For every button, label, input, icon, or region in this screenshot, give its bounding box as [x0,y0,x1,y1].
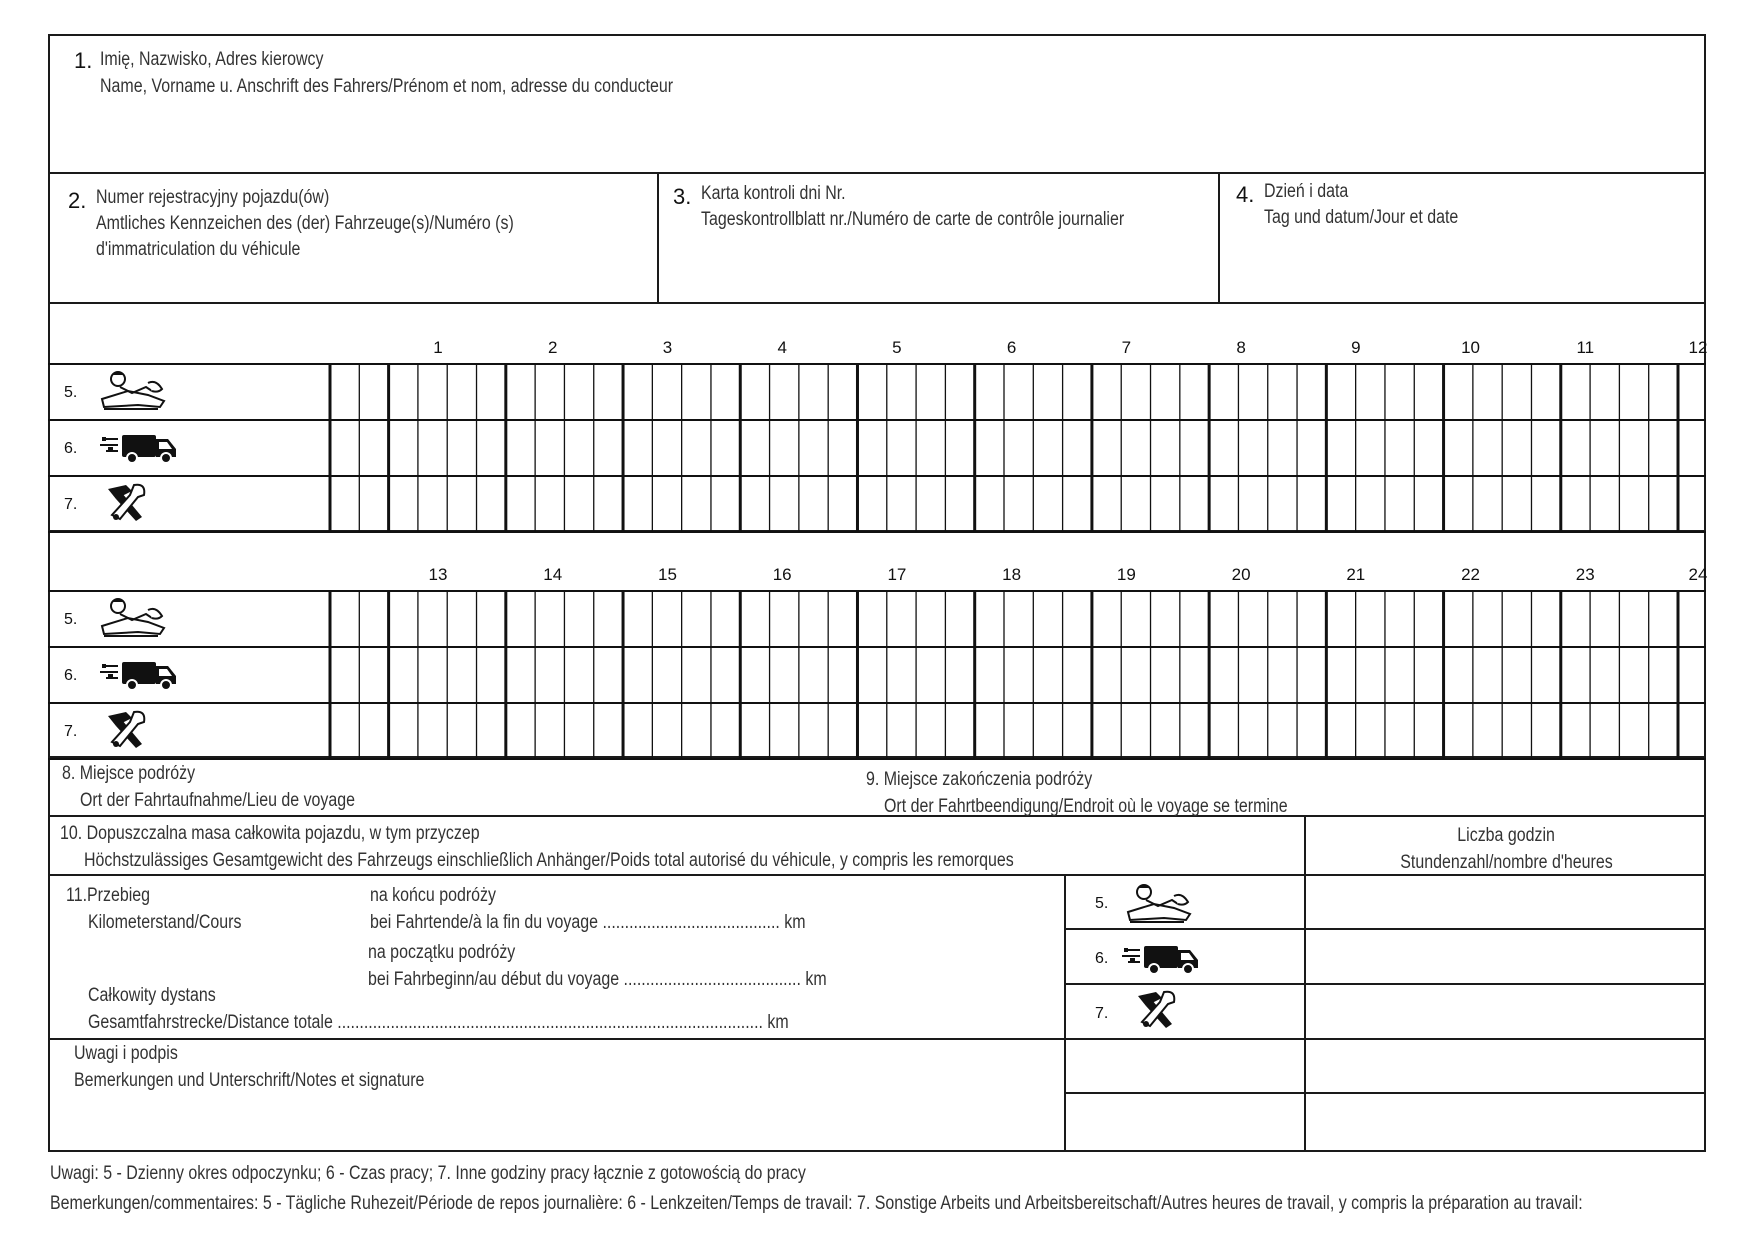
row-label-work: 7. [64,723,78,740]
section-title: Karta kontroli dni Nr. [701,183,846,204]
section-number: 3. [673,184,692,209]
section-subtitle: Ort der Fahrtbeendigung/Endroit où le voyage se termine [884,796,1288,817]
section-title: Imię, Nazwisko, Adres kierowcy [100,49,324,70]
hour-tick-label: 6 [1006,338,1017,357]
hour-tick-label: 11 [1576,338,1595,357]
hour-tick-label: 5 [892,338,902,357]
section-subtitle: Höchstzulässiges Gesamtgewicht des Fahrzeugs einschließlich Anhänger/Poids total autorisé du véhicule, y compris les remorques [84,850,1014,871]
section-subtitle: Name, Vorname u. Anschrift des Fahrers/Prénom et nom, adresse du conducteur [100,76,674,97]
hour-tick-label: 12 [1688,338,1708,357]
divider [1064,1092,1706,1094]
divider [48,815,1706,817]
divider [1064,928,1706,930]
section-subtitle: Ort der Fahrtaufnahme/Lieu de voyage [80,790,356,811]
hour-tick-label: 16 [772,565,792,584]
total-driving-label: 6. [1095,950,1109,967]
hour-tick-label: 23 [1575,565,1595,584]
divider [48,302,1706,304]
van-icon [98,425,188,471]
resting-person-icon [98,596,188,642]
hours-header-line2: Stundenzahl/nombre d'heures [1399,852,1613,873]
row-label-rest: 5. [64,384,78,401]
odometer-end-label: na końcu podróży [370,885,496,906]
grid-lines [0,306,1750,536]
section-subtitle: Bemerkungen und Unterschrift/Notes et signature [74,1070,425,1091]
hour-tick-label: 13 [428,565,448,584]
section-subtitle: Tageskontrollblatt nr./Numéro de carte de contrôle journalier [701,209,1125,230]
footer-notes-de-fr: Bemerkungen/commentaires: 5 - Tägliche Ruhezeit/Période de repos journalière: 6 - Lenkzeiten/Temps de travail: 7. Sonstige Arbeits und Arbeitsbereitschaft/Autres heures de travail, y compris la préparation au travail: [50,1193,1583,1214]
hour-tick-label: 1 [433,338,443,357]
section-title: Numer rejestracyjny pojazdu(ów) [96,187,330,208]
hour-tick-label: 17 [887,565,907,584]
odometer-start-label: na początku podróży [368,942,516,963]
divider [1064,874,1066,1152]
resting-person-icon [98,369,188,415]
hour-tick-label: 8 [1236,338,1246,357]
hour-tick-label: 24 [1688,565,1708,584]
van-icon [1120,936,1210,978]
section-number: 4. [1236,182,1255,207]
resting-person-icon [1124,882,1204,924]
row-label-work: 7. [64,496,78,513]
section-title: 11.Przebieg [66,885,150,906]
section-title: 10. Dopuszczalna masa całkowita pojazdu, w tym przyczep [60,823,480,844]
section-subtitle: Kilometerstand/Cours [88,912,242,933]
section-title: Dzień i data [1264,181,1349,202]
hour-tick-label: 9 [1351,338,1361,357]
section-title: 9. Miejsce zakończenia podróży [866,769,1093,790]
hour-tick-label: 15 [657,565,677,584]
hour-tick-label: 20 [1231,565,1251,584]
section-subtitle: Tag und datum/Jour et date [1264,207,1459,228]
hour-tick-label: 2 [547,338,558,357]
hour-tick-label: 3 [662,338,673,357]
grid-lines [0,533,1750,763]
row-label-rest: 5. [64,611,78,628]
hour-tick-label: 19 [1116,565,1136,584]
divider [48,1038,1706,1040]
section-number: 1. [74,48,93,73]
hammer-wrench-icon [1128,988,1188,1032]
hour-tick-label: 21 [1346,565,1366,584]
row-label-driving: 6. [64,440,78,457]
hour-tick-label: 18 [1002,565,1022,584]
section-number: 2. [68,188,87,213]
hour-tick-label: 14 [543,565,563,584]
total-distance-label: Całkowity dystans [88,985,216,1006]
hammer-wrench-icon [98,708,188,754]
section-title: Uwagi i podpis [74,1043,178,1064]
total-work-label: 7. [1095,1005,1109,1022]
odometer-end-field[interactable]: bei Fahrtende/à la fin du voyage ........................................ km [370,912,806,933]
divider [48,172,1706,174]
section-line: d'immatriculation du véhicule [96,239,301,260]
total-rest-label: 5. [1095,895,1109,912]
hour-tick-label: 4 [777,338,787,357]
section-line: Amtliches Kennzeichen des (der) Fahrzeuge(s)/Numéro (s) [96,213,514,234]
odometer-start-field[interactable]: bei Fahrbeginn/au début du voyage ........................................ km [368,969,827,990]
hours-header [1306,822,1706,876]
total-distance-field[interactable]: Gesamtfahrstrecke/Distance totale ................................................................................................ km [88,1012,789,1033]
divider [1218,172,1220,302]
divider [1064,983,1706,985]
hour-tick-label: 7 [1121,338,1132,357]
hammer-wrench-icon [98,481,188,527]
footer-notes-pl: Uwagi: 5 - Dzienny okres odpoczynku; 6 - Czas pracy; 7. Inne godziny pracy łącznie z gotowością do pracy [50,1163,806,1184]
hour-tick-label: 22 [1461,565,1480,584]
hours-header-line1: Liczba godzin [1457,825,1555,846]
row-label-driving: 6. [64,667,78,684]
hour-tick-label: 10 [1461,338,1480,357]
divider [657,172,659,302]
section-title: 8. Miejsce podróży [62,763,196,784]
van-icon [98,652,188,698]
